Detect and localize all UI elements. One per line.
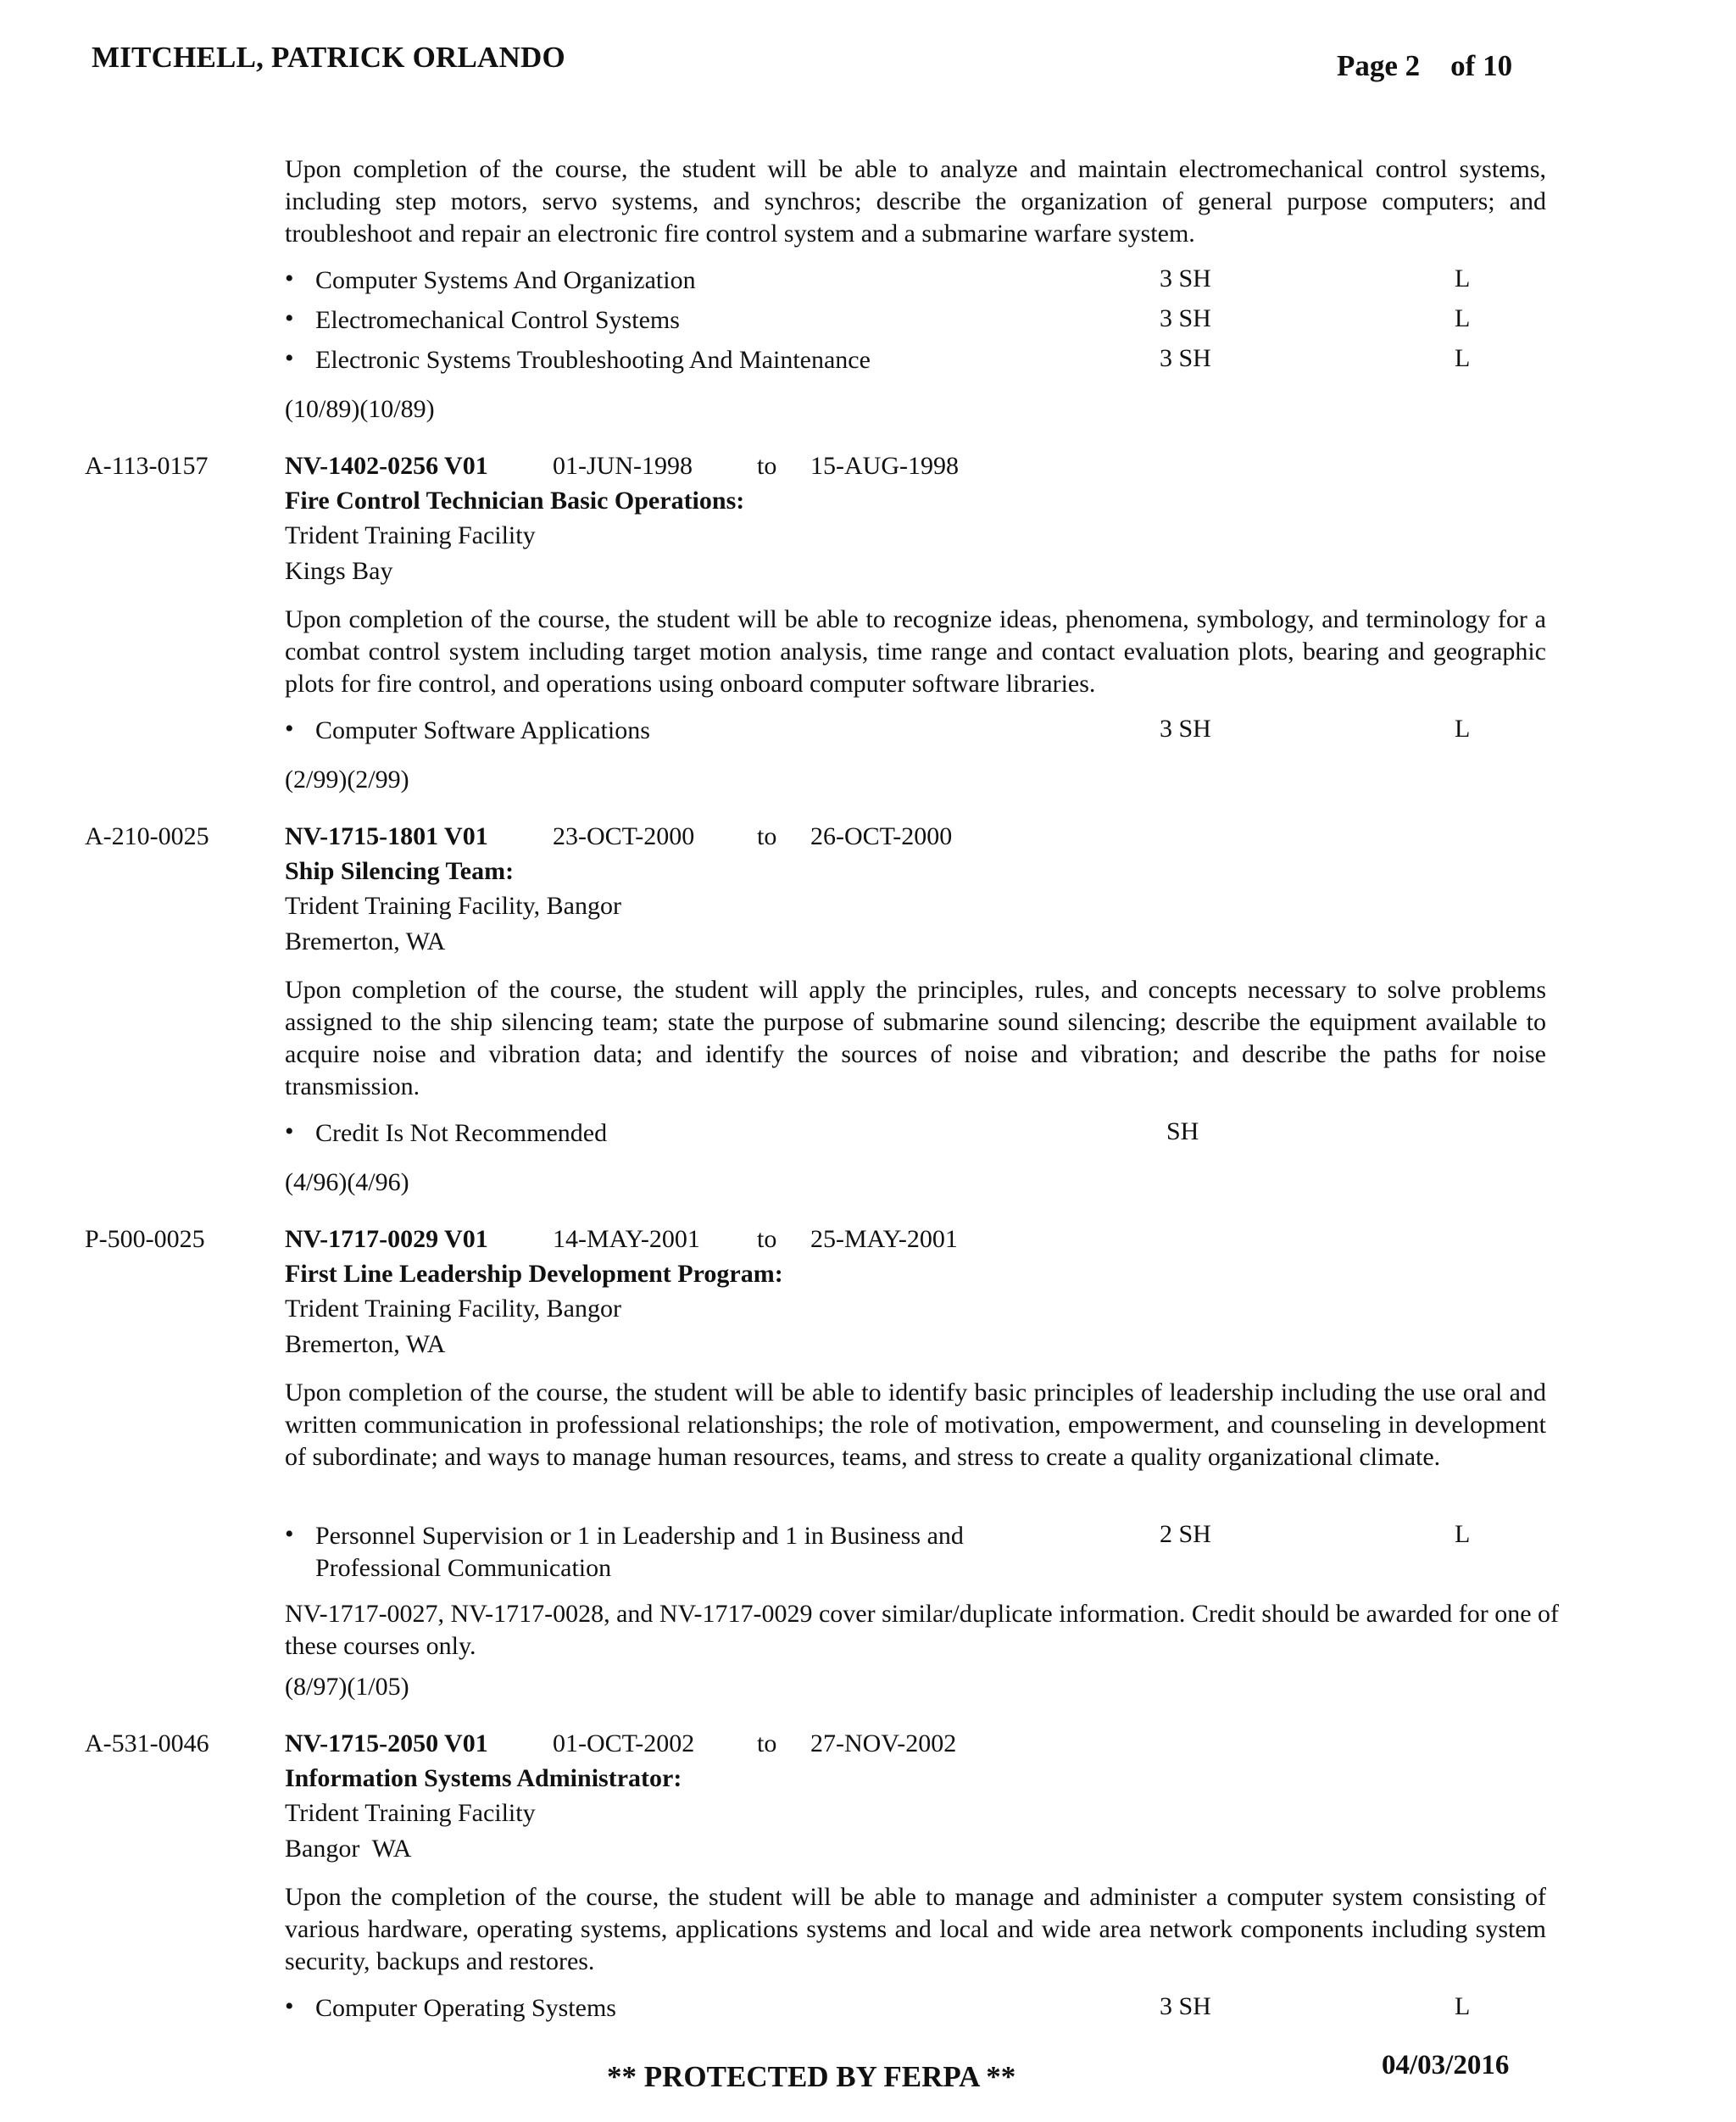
credit-level: L — [1455, 265, 1471, 292]
end-date: 27-NOV-2002 — [810, 1729, 957, 1757]
credit-row — [285, 715, 1556, 747]
start-date: 01-OCT-2002 — [553, 1729, 695, 1757]
course-city: Bangor WA — [285, 1835, 412, 1863]
to-label: to — [757, 1729, 777, 1757]
course-description-block — [285, 1377, 1546, 1473]
to-label: to — [757, 1225, 777, 1253]
credit-title: Credit Is Not Recommended — [315, 1119, 608, 1147]
credit-hours: 3 SH — [1160, 265, 1211, 292]
bullet-icon: • — [285, 344, 294, 372]
course-description: Upon completion of the course, the student will apply the principles, rules, and concepts necessary to solve problems assigned to the ship silencing team; state the purpose of submarine sound silencing; describe the equipment available to acquire noise and vibration data; and identify the sources of noise and vibration; and describe the paths for noise transmission. — [285, 976, 1546, 1100]
credit-row — [285, 1520, 1556, 1586]
bullet-icon: • — [285, 1117, 294, 1145]
credit-hours: 3 SH — [1160, 1992, 1211, 2020]
to-label: to — [757, 452, 777, 480]
credit-hours: 3 SH — [1160, 344, 1211, 372]
bullet-icon: • — [285, 1992, 294, 2020]
ace-id: A-531-0046 — [85, 1729, 209, 1757]
credit-hours: 2 SH — [1160, 1520, 1211, 1548]
credit-hours: 3 SH — [1160, 715, 1211, 743]
credit-title: Computer Software Applications — [315, 716, 650, 744]
course-location: Trident Training Facility, Bangor — [285, 892, 621, 920]
course-code: NV-1715-2050 V01 — [285, 1729, 488, 1757]
credit-row — [285, 304, 1556, 337]
course-description: Upon the completion of the course, the student will be able to manage and administer a computer system consisting of various hardware, operating systems, applications systems and local and wide area network components including system security, backups and restores. — [285, 1883, 1546, 1975]
bullet-icon: • — [285, 1520, 294, 1548]
course-location: Trident Training Facility, Bangor — [285, 1295, 621, 1323]
course-description: Upon completion of the course, the student will be able to identify basic principles of leadership including the use oral and written communication in professional relationships; the role of motivation, empowerment, and counseling in development of subordinate; and ways to manage human resources, teams, and stress to create a quality organizational climate. — [285, 1378, 1546, 1471]
ace-id: A-210-0025 — [85, 822, 209, 850]
start-date: 23-OCT-2000 — [553, 822, 695, 850]
credit-title: Personnel Supervision or 1 in Leadership and 1 in Business and Professional Communication — [315, 1522, 964, 1582]
ferpa-notice: ** PROTECTED BY FERPA ** — [607, 2060, 1016, 2093]
credit-title: Computer Systems And Organization — [315, 266, 696, 294]
course-dates: (4/96)(4/96) — [285, 1168, 409, 1196]
student-name: MITCHELL, PATRICK ORLANDO — [92, 41, 565, 74]
course-line — [285, 822, 1387, 856]
course-line — [285, 1729, 1387, 1763]
course-city: Bremerton, WA — [285, 927, 446, 955]
credit-level: L — [1455, 1992, 1471, 2020]
course-dates: (8/97)(1/05) — [285, 1673, 409, 1701]
credit-row — [285, 344, 1556, 376]
end-date: 26-OCT-2000 — [810, 822, 953, 850]
to-label: to — [757, 822, 777, 850]
course-code: NV-1717-0029 V01 — [285, 1225, 488, 1253]
course-description-block — [285, 1881, 1546, 1978]
start-date: 01-JUN-1998 — [553, 452, 693, 480]
credit-level: L — [1455, 715, 1471, 743]
bullet-icon: • — [285, 715, 294, 743]
course-location: Trident Training Facility — [285, 1799, 536, 1827]
course-description: Upon completion of the course, the student will be able to analyze and maintain electromechanical control systems, including step motors, servo systems, and synchros; describe the organization of general purpose computers; and troubleshoot and repair an electronic fire control system and a submarine warfare system. — [285, 155, 1546, 248]
credit-title: Electronic Systems Troubleshooting And Maintenance — [315, 346, 871, 374]
course-title: Ship Silencing Team: — [285, 857, 515, 885]
course-city: Bremerton, WA — [285, 1330, 446, 1358]
start-date: 14-MAY-2001 — [553, 1225, 700, 1253]
course-title: Fire Control Technician Basic Operations: — [285, 487, 745, 515]
print-date: 04/03/2016 — [1382, 2050, 1510, 2080]
ace-id: A-113-0157 — [85, 452, 209, 480]
course-dates: (10/89)(10/89) — [285, 395, 435, 423]
course-dates: (2/99)(2/99) — [285, 766, 409, 794]
credit-row — [285, 265, 1556, 297]
bullet-icon: • — [285, 304, 294, 332]
page-indicator — [1337, 49, 1512, 83]
credit-hours: SH — [1166, 1117, 1199, 1145]
course-description-block — [285, 974, 1546, 1103]
course-line — [285, 1225, 1387, 1259]
bullet-icon: • — [285, 265, 294, 292]
course-description-block — [285, 604, 1546, 700]
credit-title: Computer Operating Systems — [315, 1994, 616, 2022]
course-city: Kings Bay — [285, 557, 393, 585]
course-code: NV-1715-1801 V01 — [285, 822, 488, 850]
credit-level: L — [1455, 304, 1471, 332]
credit-level: L — [1455, 1520, 1471, 1548]
credit-hours: 3 SH — [1160, 304, 1211, 332]
page-number: Page 2 — [1337, 49, 1421, 82]
duplicate-credit-note: NV-1717-0027, NV-1717-0028, and NV-1717-0029 cover similar/duplicate information. Credit should be awarded for one of these courses only. — [285, 1600, 1560, 1660]
continued-course — [285, 153, 1546, 250]
course-title: Information Systems Administrator: — [285, 1764, 682, 1792]
course-location: Trident Training Facility — [285, 521, 536, 549]
ace-id: P-500-0025 — [85, 1225, 205, 1253]
credit-row — [285, 1117, 1556, 1150]
course-title: First Line Leadership Development Program: — [285, 1260, 783, 1288]
credit-level: L — [1455, 344, 1471, 372]
course-description: Upon completion of the course, the student will be able to recognize ideas, phenomena, symbology, and terminology for a combat control system including target motion analysis, time range and contact evaluation plots, bearing and geographic plots for fire control, and operations using onboard computer software libraries. — [285, 605, 1546, 698]
credit-row — [285, 1992, 1556, 2025]
credit-title: Electromechanical Control Systems — [315, 306, 680, 334]
end-date: 15-AUG-1998 — [810, 452, 959, 480]
course-code: NV-1402-0256 V01 — [285, 452, 488, 480]
course-line — [285, 452, 1387, 486]
page-total: of 10 — [1450, 49, 1513, 82]
end-date: 25-MAY-2001 — [810, 1225, 958, 1253]
